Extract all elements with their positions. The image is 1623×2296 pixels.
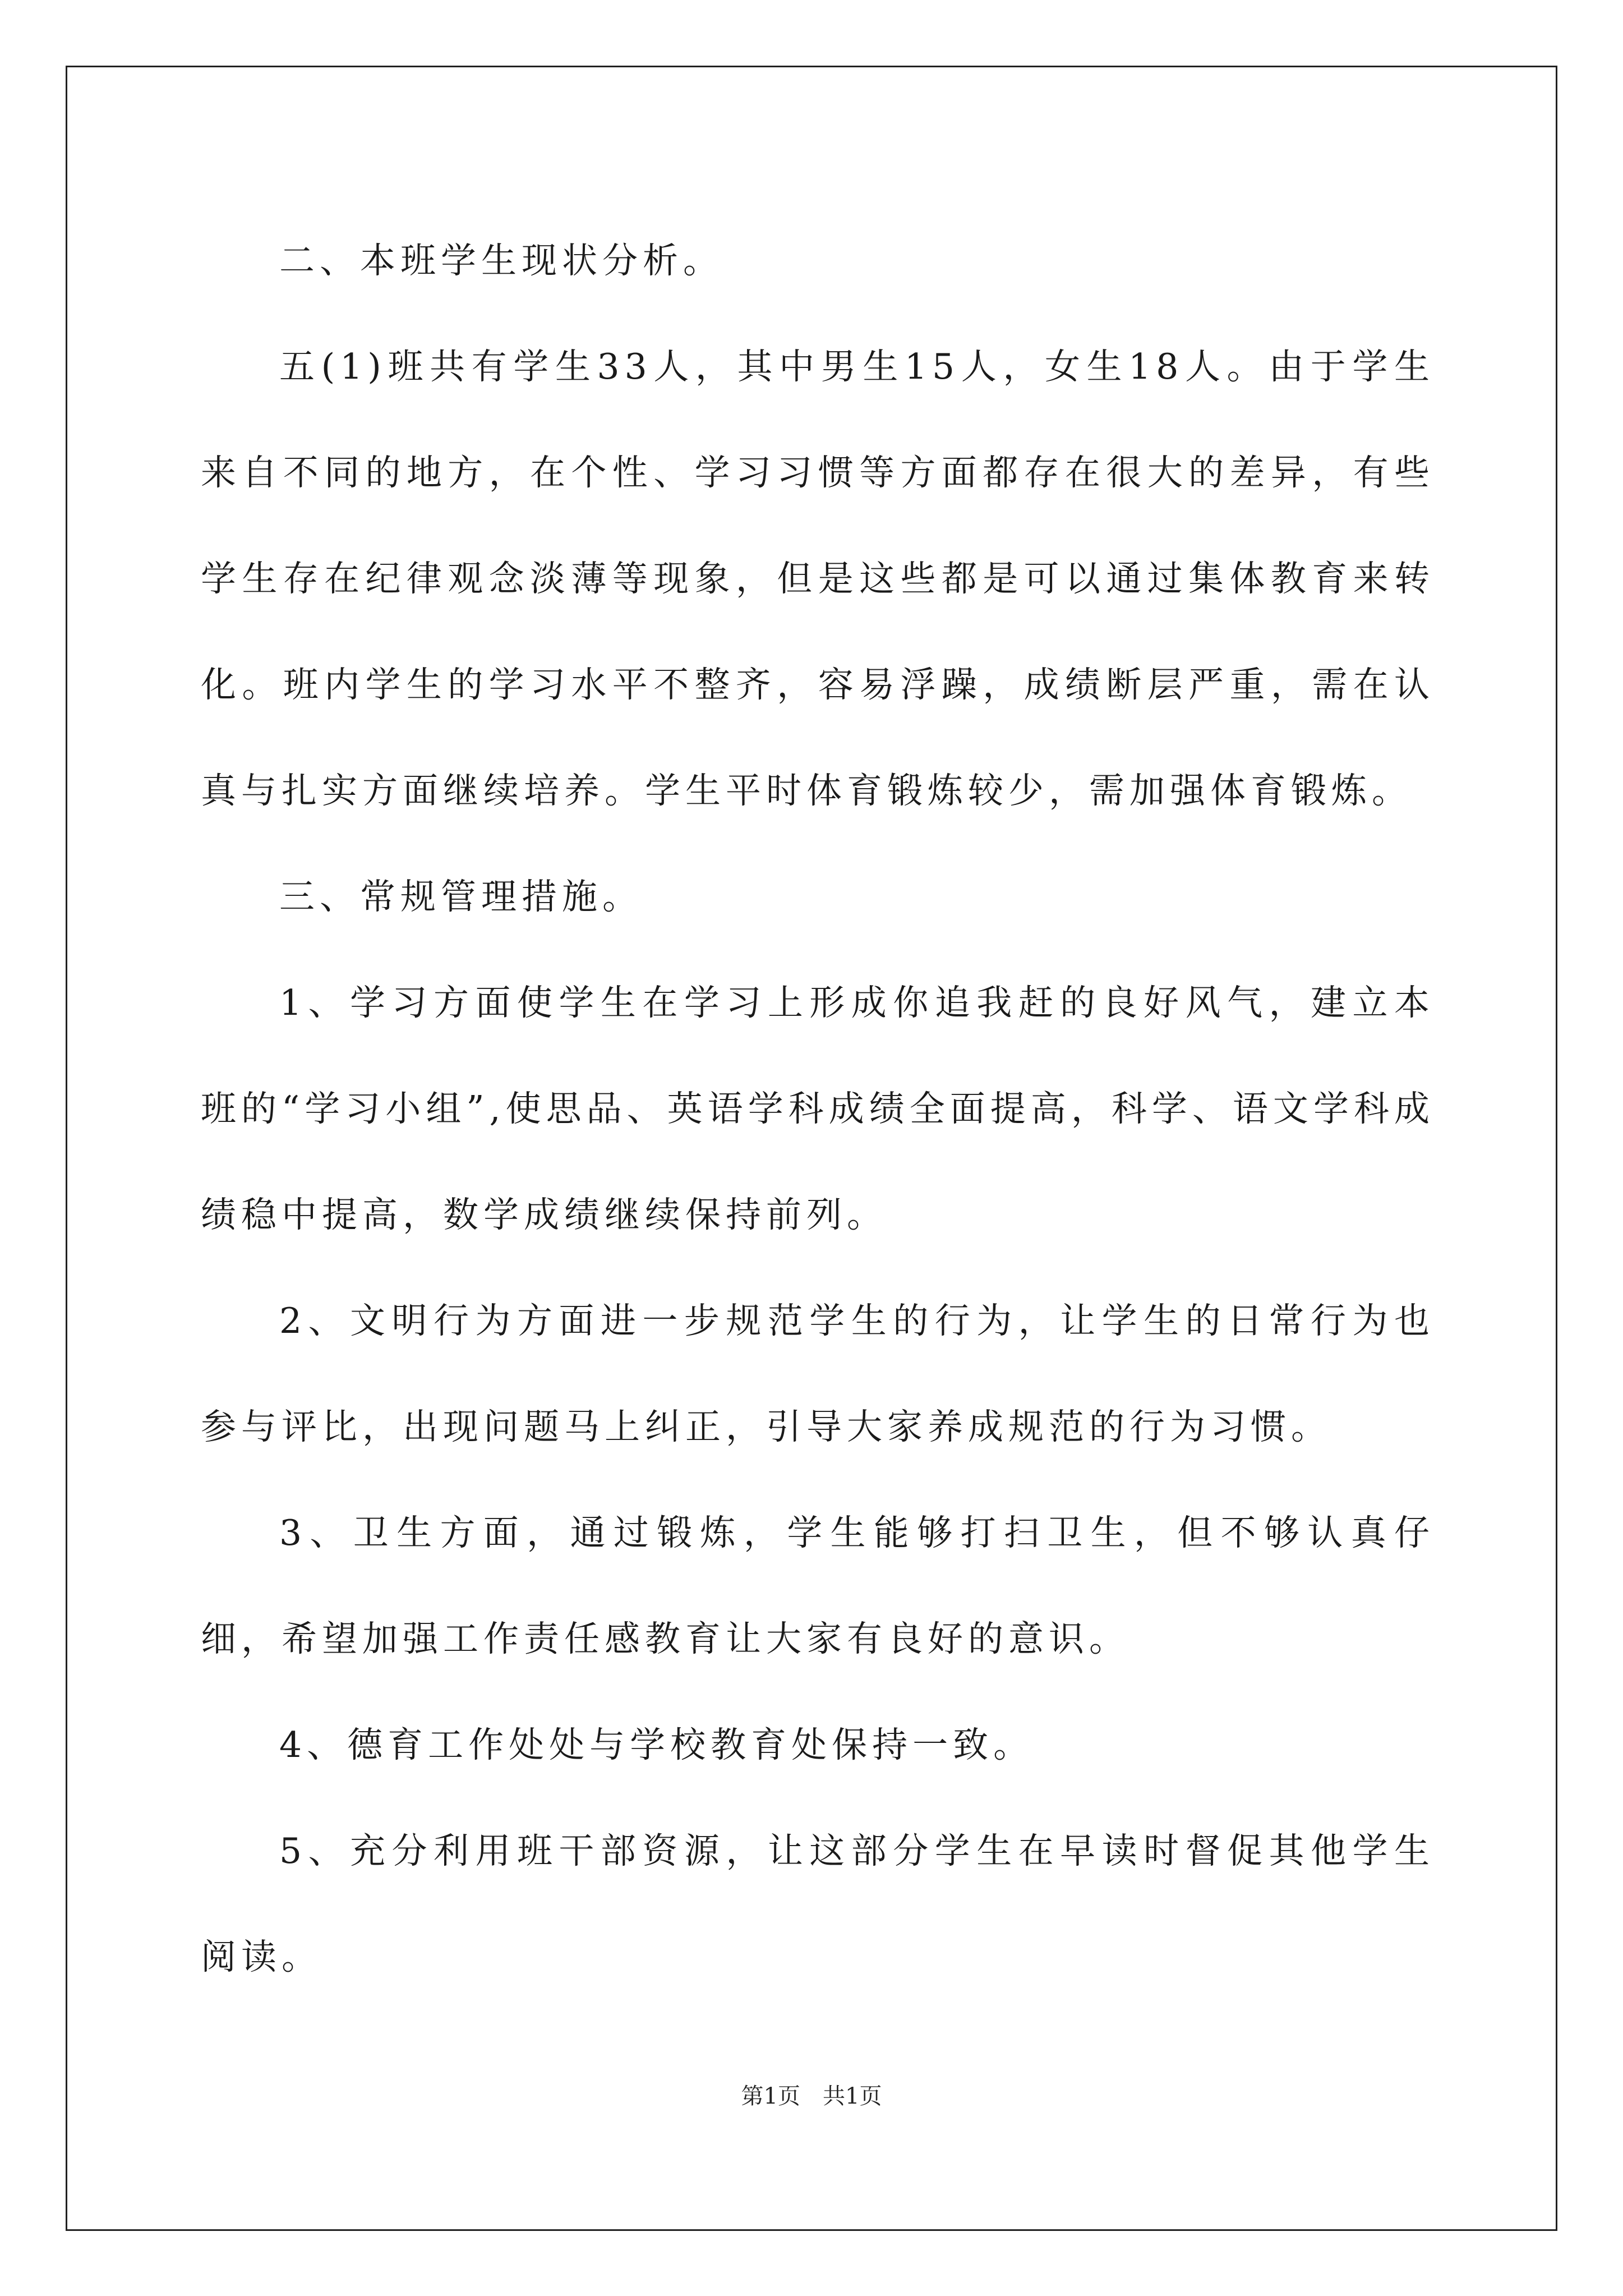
paragraph: 1、学习方面使学生在学习上形成你追我赶的良好风气，建立本班的“学习小组”,使思品、英语学科成绩全面提高，科学、语文学科成绩稳中提高，数学成绩继续保持前列。 <box>201 982 1435 1235</box>
page-total: 共1页 <box>823 2083 882 2109</box>
paragraph: 2、文明行为方面进一步规范学生的行为，让学生的日常行为也参与评比，出现问题马上纠正，引导大家养成规范的行为习惯。 <box>201 1300 1435 1447</box>
paragraph: 五(1)班共有学生33人，其中男生15人，女生18人。由于学生来自不同的地方，在个性、学习习惯等方面都存在很大的差异，有些学生存在纪律观念淡薄等现象，但是这些都是可以通过集体教育来转化。班内学生的学习水平不整齐，容易浮躁，成绩断层严重，需在认真与扎实方面继续培养。学生平时体育锻炼较少，需加强体育锻炼。 <box>201 346 1435 811</box>
page-number: 第1页 <box>741 2083 800 2109</box>
section-heading: 三、常规管理措施。 <box>279 876 643 917</box>
paragraph: 5、充分利用班干部资源，让这部分学生在早读时督促其他学生阅读。 <box>201 1830 1435 1977</box>
document-body <box>201 208 1435 2010</box>
page-footer <box>0 2082 1623 2110</box>
section-heading: 二、本班学生现状分析。 <box>279 240 723 281</box>
paragraph: 3、卫生方面，通过锻炼，学生能够打扫卫生，但不够认真仔细，希望加强工作责任感教育让大家有良好的意识。 <box>201 1512 1435 1659</box>
paragraph: 4、德育工作处处与学校教育处保持一致。 <box>279 1724 1034 1765</box>
